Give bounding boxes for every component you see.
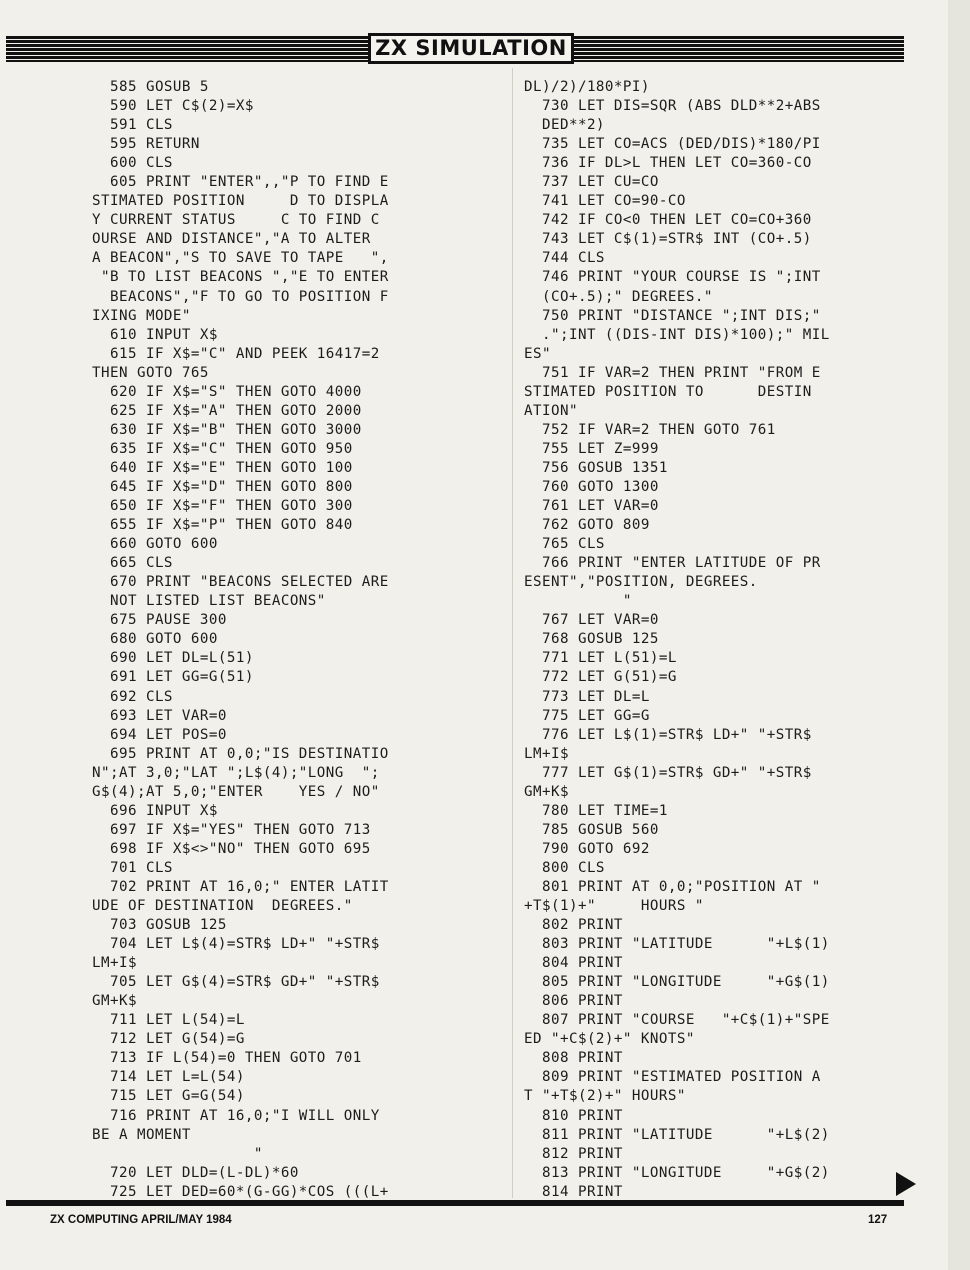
code-line: 665 CLS [92, 555, 173, 572]
code-line: 590 LET C$(2)=X$ [92, 98, 254, 115]
code-line: OURSE AND DISTANCE","A TO ALTER [92, 231, 371, 248]
code-line: 701 CLS [92, 859, 173, 876]
code-line: 625 IF X$="A" THEN GOTO 2000 [92, 402, 362, 419]
code-line: 785 GOSUB 560 [524, 821, 659, 838]
code-line: (CO+.5);" DEGREES." [524, 288, 713, 305]
code-line: 808 PRINT [524, 1050, 623, 1067]
code-line: 692 CLS [92, 688, 173, 705]
code-line: 742 IF CO<0 THEN LET CO=CO+360 [524, 212, 812, 229]
code-line: 765 CLS [524, 536, 605, 553]
code-line: 813 PRINT "LONGITUDE "+G$(2) [524, 1164, 830, 1181]
code-line: 760 GOTO 1300 [524, 478, 659, 495]
code-line: 777 LET G$(1)=STR$ GD+" "+STR$ [524, 764, 812, 781]
code-line: 600 CLS [92, 155, 173, 172]
page-edge-shade [948, 0, 970, 1270]
code-line: 812 PRINT [524, 1145, 623, 1162]
code-line: 615 IF X$="C" AND PEEK 16417=2 [92, 345, 380, 362]
code-line: 741 LET CO=90-CO [524, 193, 686, 210]
code-line: 750 PRINT "DISTANCE ";INT DIS;" [524, 307, 821, 324]
code-line: BE A MOMENT [92, 1126, 191, 1143]
code-line: 737 LET CU=CO [524, 174, 659, 191]
code-line: GM+K$ [92, 993, 137, 1010]
code-line: 645 IF X$="D" THEN GOTO 800 [92, 478, 353, 495]
code-line: 630 IF X$="B" THEN GOTO 3000 [92, 421, 362, 438]
code-line: LM+I$ [92, 955, 137, 972]
code-line: THEN GOTO 765 [92, 364, 209, 381]
publication-footer: ZX COMPUTING APRIL/MAY 1984 [50, 1214, 232, 1226]
program-listing-left-column [92, 78, 507, 1202]
code-line: Y CURRENT STATUS C TO FIND C [92, 212, 380, 229]
code-line: " [92, 1145, 263, 1162]
code-line: 591 CLS [92, 117, 173, 134]
continue-arrow-icon [896, 1172, 916, 1196]
code-line: ESENT","POSITION, DEGREES. [524, 574, 758, 591]
code-line: 803 PRINT "LATITUDE "+L$(1) [524, 936, 830, 953]
page-number: 127 [868, 1214, 888, 1226]
code-line: 680 GOTO 600 [92, 631, 218, 648]
code-line: 670 PRINT "BEACONS SELECTED ARE [92, 574, 389, 591]
code-line: 703 GOSUB 125 [92, 917, 227, 934]
code-line: 714 LET L=L(54) [92, 1069, 245, 1086]
code-line: DL)/2)/180*PI) [524, 79, 650, 95]
code-line: NOT LISTED LIST BEACONS" [92, 593, 326, 610]
code-line: 640 IF X$="E" THEN GOTO 100 [92, 459, 353, 476]
code-line: 743 LET C$(1)=STR$ INT (CO+.5) [524, 231, 812, 248]
code-line: 691 LET GG=G(51) [92, 669, 254, 686]
code-line: 756 GOSUB 1351 [524, 459, 668, 476]
code-line: 809 PRINT "ESTIMATED POSITION A [524, 1069, 821, 1086]
code-line: 768 GOSUB 125 [524, 631, 659, 648]
code-line: 675 PAUSE 300 [92, 612, 227, 629]
code-line: 712 LET G(54)=G [92, 1031, 245, 1048]
code-line: 694 LET POS=0 [92, 726, 227, 743]
code-line: 814 PRINT [524, 1183, 623, 1200]
code-line: G$(4);AT 5,0;"ENTER YES / NO" [92, 783, 380, 800]
code-line: 695 PRINT AT 0,0;"IS DESTINATIO [92, 745, 389, 762]
code-line: 660 GOTO 600 [92, 536, 218, 553]
code-line: 697 IF X$="YES" THEN GOTO 713 [92, 821, 371, 838]
code-line: A BEACON","S TO SAVE TO TAPE ", [92, 250, 389, 267]
code-line: 746 PRINT "YOUR COURSE IS ";INT [524, 269, 821, 286]
code-line: 605 PRINT "ENTER",,"P TO FIND E [92, 174, 389, 191]
code-line: 807 PRINT "COURSE "+C$(1)+"SPE [524, 1012, 830, 1029]
code-line: 751 IF VAR=2 THEN PRINT "FROM E [524, 364, 821, 381]
code-line: 730 LET DIS=SQR (ABS DLD**2+ABS [524, 98, 821, 115]
code-line: " [524, 593, 632, 610]
code-line: 705 LET G$(4)=STR$ GD+" "+STR$ [92, 974, 380, 991]
code-line: 762 GOTO 809 [524, 517, 650, 534]
code-line: 802 PRINT [524, 917, 623, 934]
code-line: 761 LET VAR=0 [524, 498, 659, 515]
code-line: 790 GOTO 692 [524, 840, 650, 857]
code-line: 655 IF X$="P" THEN GOTO 840 [92, 517, 353, 534]
code-line: 704 LET L$(4)=STR$ LD+" "+STR$ [92, 936, 380, 953]
code-line: 698 IF X$<>"NO" THEN GOTO 695 [92, 840, 371, 857]
code-line: 801 PRINT AT 0,0;"POSITION AT " [524, 878, 821, 895]
code-line: 715 LET G=G(54) [92, 1088, 245, 1105]
code-line: 771 LET L(51)=L [524, 650, 677, 667]
code-line: 810 PRINT [524, 1107, 623, 1124]
code-line: 805 PRINT "LONGITUDE "+G$(1) [524, 974, 830, 991]
code-line: ES" [524, 345, 551, 362]
code-line: 711 LET L(54)=L [92, 1012, 245, 1029]
code-line: 610 INPUT X$ [92, 326, 218, 343]
program-listing-right-column [524, 78, 944, 1202]
column-divider [512, 68, 513, 1198]
code-line: 736 IF DL>L THEN LET CO=360-CO [524, 155, 812, 172]
code-line: 775 LET GG=G [524, 707, 650, 724]
code-line: 620 IF X$="S" THEN GOTO 4000 [92, 383, 362, 400]
code-line: 776 LET L$(1)=STR$ LD+" "+STR$ [524, 726, 812, 743]
code-line: 735 LET CO=ACS (DED/DIS)*180/PI [524, 136, 821, 153]
code-line: 767 LET VAR=0 [524, 612, 659, 629]
code-line: DED**2) [524, 117, 605, 134]
code-line: +T$(1)+" HOURS " [524, 898, 704, 915]
code-line: 696 INPUT X$ [92, 802, 218, 819]
code-line: T "+T$(2)+" HOURS" [524, 1088, 686, 1105]
code-line: 725 LET DED=60*(G-GG)*COS (((L+ [92, 1183, 389, 1200]
code-line: N";AT 3,0;"LAT ";L$(4);"LONG "; [92, 764, 380, 781]
code-line: "B TO LIST BEACONS ","E TO ENTER [92, 269, 389, 286]
code-line: .";INT ((DIS-INT DIS)*100);" MIL [524, 326, 830, 343]
code-line: 713 IF L(54)=0 THEN GOTO 701 [92, 1050, 362, 1067]
code-line: 693 LET VAR=0 [92, 707, 227, 724]
section-title: ZX SIMULATION [368, 33, 574, 64]
code-line: STIMATED POSITION D TO DISPLA [92, 193, 389, 210]
code-line: 585 GOSUB 5 [92, 79, 209, 95]
code-line: 800 CLS [524, 859, 605, 876]
code-line: STIMATED POSITION TO DESTIN [524, 383, 812, 400]
code-line: GM+K$ [524, 783, 569, 800]
code-line: 780 LET TIME=1 [524, 802, 668, 819]
code-line: 595 RETURN [92, 136, 200, 153]
code-line: 720 LET DLD=(L-DL)*60 [92, 1164, 299, 1181]
code-line: 702 PRINT AT 16,0;" ENTER LATIT [92, 878, 389, 895]
code-line: BEACONS","F TO GO TO POSITION F [92, 288, 389, 305]
code-line: 806 PRINT [524, 993, 623, 1010]
code-line: 752 IF VAR=2 THEN GOTO 761 [524, 421, 776, 438]
code-line: 804 PRINT [524, 955, 623, 972]
footer-rule [6, 1200, 904, 1206]
code-line: 650 IF X$="F" THEN GOTO 300 [92, 498, 353, 515]
code-line: 716 PRINT AT 16,0;"I WILL ONLY [92, 1107, 380, 1124]
code-line: 744 CLS [524, 250, 605, 267]
code-line: 772 LET G(51)=G [524, 669, 677, 686]
code-line: 755 LET Z=999 [524, 440, 659, 457]
code-line: 811 PRINT "LATITUDE "+L$(2) [524, 1126, 830, 1143]
code-line: UDE OF DESTINATION DEGREES." [92, 898, 353, 915]
code-line: 635 IF X$="C" THEN GOTO 950 [92, 440, 353, 457]
code-line: 773 LET DL=L [524, 688, 650, 705]
code-line: ED "+C$(2)+" KNOTS" [524, 1031, 695, 1048]
code-line: IXING MODE" [92, 307, 191, 324]
code-line: 766 PRINT "ENTER LATITUDE OF PR [524, 555, 821, 572]
code-line: LM+I$ [524, 745, 569, 762]
code-line: 690 LET DL=L(51) [92, 650, 254, 667]
code-line: ATION" [524, 402, 578, 419]
